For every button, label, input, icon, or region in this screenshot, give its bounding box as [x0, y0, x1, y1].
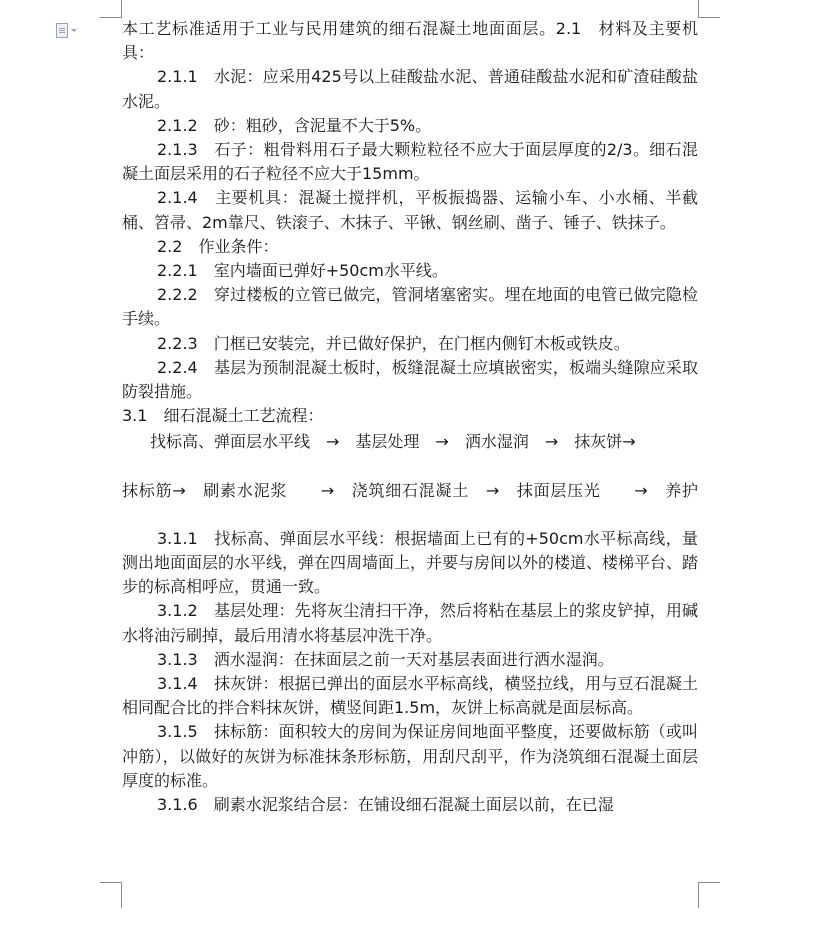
document-icon[interactable] — [56, 22, 82, 38]
crop-mark — [100, 17, 122, 18]
crop-mark — [100, 882, 122, 883]
crop-mark — [121, 0, 122, 18]
paragraph: 3.1.3 洒水湿润：在抹面层之前一天对基层表面进行洒水湿润。 — [157, 649, 614, 669]
crop-mark — [698, 882, 720, 883]
section-heading: 3.1 细石混凝土工艺流程： — [122, 406, 324, 426]
paragraph: 2.1.1 水泥：应采用425号以上硅酸盐水泥、普通硅酸盐水泥和矿渣硅酸盐水泥。 — [122, 67, 698, 111]
document-body — [122, 17, 698, 817]
chevron-down-icon — [71, 29, 77, 32]
crop-mark — [121, 882, 122, 908]
crop-mark — [698, 0, 699, 18]
process-flow-line: 找标高、弹面层水平线 → 基层处理 → 洒水湿润 → 抹灰饼→ — [150, 432, 636, 452]
paragraph: 3.1.1 找标高、弹面层水平线：根据墙面上已有的+50cm水平标高线，量测出地面面层的水平线，弹在四周墙面上，并要与房间以外的楼道、楼梯平台、踏步的标高相呼应，贯通一致。 — [122, 528, 699, 597]
paragraph: 3.1.2 基层处理：先将灰尘清扫干净，然后将粘在基层上的浆皮铲掉，用碱水将油污刷掉，最后用清水将基层冲洗干净。 — [122, 601, 698, 645]
crop-mark — [698, 882, 699, 908]
paragraph: 2.1.2 砂：粗砂，含泥量不大于5%。 — [157, 115, 432, 135]
paragraph: 2.1.4 主要机具：混凝土搅拌机，平板振捣器、运输小车、小水桶、半截桶、笤帚、2m靠尺、铁滚子、木抹子、平锹、钢丝刷、凿子、锤子、铁抹子。 — [122, 188, 698, 232]
paragraph: 2.2 作业条件： — [157, 236, 279, 256]
paragraph: 2.2.4 基层为预制混凝土板时，板缝混凝土应填嵌密实，板端头缝隙应采取防裂措施。 — [122, 357, 698, 402]
paragraph: 2.2.2 穿过楼板的立管已做完，管洞堵塞密实。埋在地面的电管已做完隐检手续。 — [122, 285, 698, 329]
paragraph: 2.1.3 石子：粗骨料用石子最大颗粒粒径不应大于面层厚度的2/3。细石混凝土面层采用的石子粒径不应大于15mm。 — [122, 140, 698, 184]
paragraph: 本工艺标准适用于工业与民用建筑的细石混凝土地面面层。2.1 材料及主要机具： — [122, 19, 698, 63]
paragraph: 3.1.4 抹灰饼：根据已弹出的面层水平标高线，横竖拉线，用与豆石混凝土相同配合比的拌合料抹灰饼，横竖间距1.5m，灰饼上标高就是面层标高。 — [122, 674, 698, 718]
paragraph: 2.2.1 室内墙面已弹好+50cm水平线。 — [157, 261, 448, 281]
paragraph: 2.2.3 门框已安装完，并已做好保护，在门框内侧钉木板或铁皮。 — [157, 333, 630, 353]
crop-mark — [698, 17, 720, 18]
page-icon — [56, 23, 68, 38]
paragraph: 3.1.5 抹标筋：面积较大的房间为保证房间地面平整度，还要做标筋（或叫冲筋），以做好的灰饼为标准抹条形标筋，用刮尺刮平，作为浇筑细石混凝土面层厚度的标准。 — [122, 722, 698, 790]
paragraph: 3.1.6 刷素水泥浆结合层：在铺设细石混凝土面层以前，在已湿 — [157, 795, 614, 815]
process-flow-line: 抹标筋→ 刷素水泥浆 → 浇筑细石混凝土 → 抹面层压光 → 养护 — [122, 480, 698, 500]
